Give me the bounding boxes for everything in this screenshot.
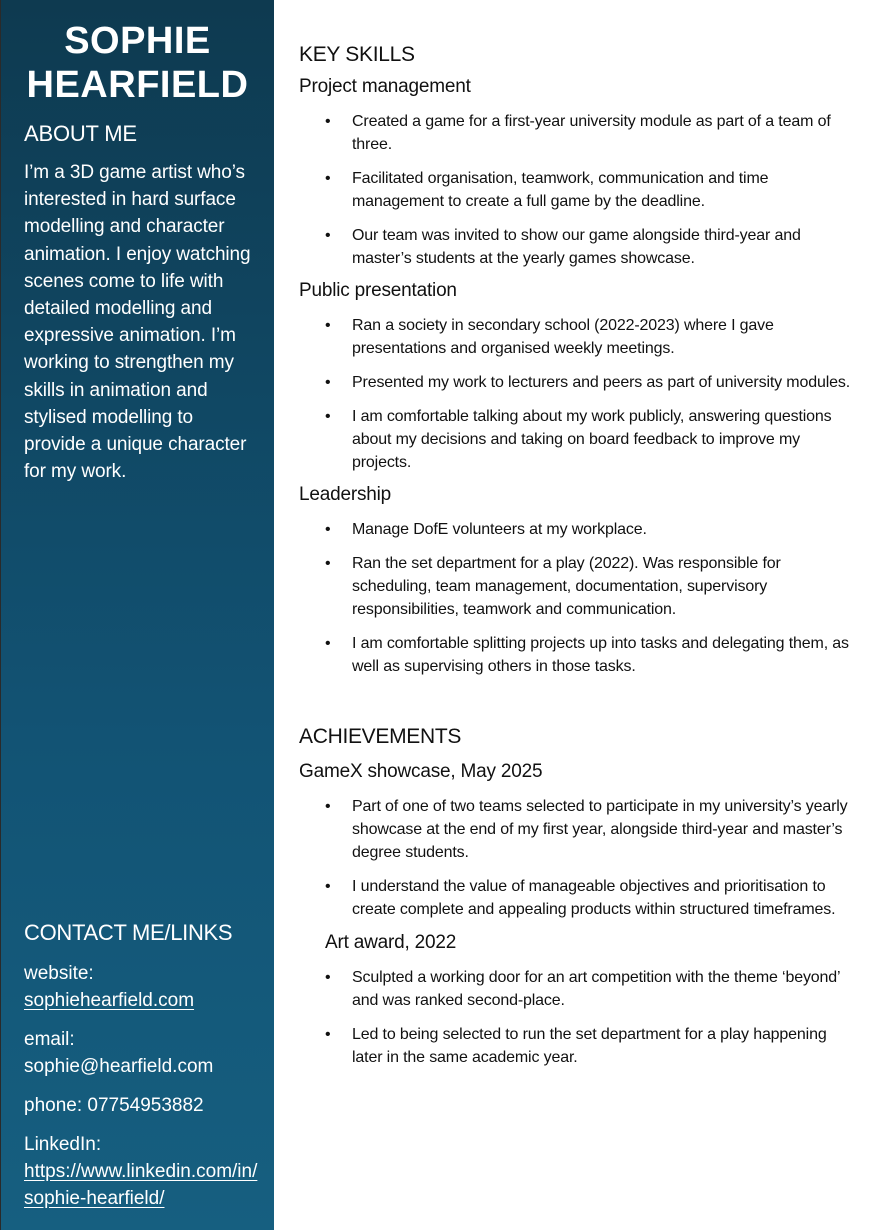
key-skills-heading: KEY SKILLS [299,43,415,66]
skill-group-title: Public presentation [299,280,457,301]
bullet-icon: • [325,317,331,334]
list-item [299,110,852,156]
list-item-text: I am comfortable talking about my work publicly, answering questions about my decisions and taking on board feedback to improve my projects. [352,408,832,471]
list-item-text: Ran the set department for a play (2022). Was responsible for scheduling, team management, documentation, supervisory responsibilities, teamwork and communication. [352,555,781,618]
bullet-icon: • [325,798,331,815]
achievement-group [299,932,852,1069]
phone-text: phone: 07754953882 [24,1095,204,1116]
list-item [299,552,852,621]
list-item-text: Presented my work to lecturers and peers as part of university modules. [352,374,851,391]
list-item [299,314,852,360]
contact-email [24,1026,264,1080]
website-link[interactable]: sophiehearfield.com [24,990,195,1011]
contact-section [24,920,264,1224]
list-item [299,632,852,678]
skill-bullet-list [299,518,852,678]
bullet-icon: • [325,113,331,130]
contact-phone [24,1092,264,1119]
achievement-bullet-list [299,795,852,921]
achievements-heading: ACHIEVEMENTS [299,725,462,748]
list-item-text: Manage DofE volunteers at my workplace. [352,521,647,538]
candidate-name [1,0,274,107]
contact-linkedin [24,1131,264,1212]
bullet-icon: • [325,227,331,244]
email-value: sophie@hearfield.com [24,1056,214,1077]
skill-group-title: Leadership [299,484,392,505]
website-label: website: [24,963,94,984]
contact-website [24,960,264,1014]
bullet-icon: • [325,969,331,986]
linkedin-link[interactable]: https://www.linkedin.com/in/sophie-hearfield/ [24,1161,258,1209]
skill-group [299,280,852,474]
list-item [299,795,852,864]
bullet-icon: • [325,170,331,187]
list-item-text: Led to being selected to run the set department for a play happening later in the same academic year. [352,1026,827,1066]
bullet-icon: • [325,1026,331,1043]
bullet-icon: • [325,878,331,895]
list-item-text: I understand the value of manageable objectives and prioritisation to create complete and appealing products within structured timeframes. [352,878,836,918]
list-item [299,224,852,270]
list-item-text: Sculpted a working door for an art competition with the theme ‘beyond’ and was ranked second-place. [352,969,840,1009]
skills-list [299,76,852,678]
bullet-icon: • [325,555,331,572]
name-last: HEARFIELD [26,64,249,106]
achievement-group-title: Art award, 2022 [325,932,457,953]
sidebar [0,0,274,1230]
achievements-list [299,761,852,1069]
email-label: email: [24,1029,75,1050]
skill-group-title: Project management [299,76,471,97]
contact-heading: CONTACT ME/LINKS [24,920,233,945]
bullet-icon: • [325,635,331,652]
list-item [299,371,852,394]
list-item-text: I am comfortable splitting projects up into tasks and delegating them, as well as supervising others in those tasks. [352,635,849,675]
list-item-text: Part of one of two teams selected to participate in my university’s yearly showcase at the end of my first year, alongside third-year and master’s degree students. [352,798,848,861]
linkedin-label: LinkedIn: [24,1134,102,1155]
list-item-text: Facilitated organisation, teamwork, communication and time management to create a full game by the deadline. [352,170,769,210]
skill-group [299,484,852,678]
about-heading: ABOUT ME [24,121,137,146]
list-item-text: Ran a society in secondary school (2022-2023) where I gave presentations and organised weekly meetings. [352,317,774,357]
list-item [299,966,852,1012]
achievement-group [299,761,852,921]
list-item-text: Our team was invited to show our game alongside third-year and master’s students at the yearly games showcase. [352,227,801,267]
main-content [274,0,872,1230]
list-item [299,518,852,541]
skill-bullet-list [299,110,852,270]
achievement-group-title: GameX showcase, May 2025 [299,761,543,782]
bullet-icon: • [325,521,331,538]
bullet-icon: • [325,408,331,425]
skill-bullet-list [299,314,852,474]
list-item [299,875,852,921]
about-text: I’m a 3D game artist who’s interested in hard surface modelling and character animation. I enjoy watching scenes come to life with detailed modelling and expressive animation. I’m working to strengthen my skills in animation and stylised modelling to provide a unique character for my work. [24,162,251,483]
skill-group [299,76,852,270]
list-item-text: Created a game for a first-year university module as part of a team of three. [352,113,831,153]
achievement-bullet-list [299,966,852,1069]
list-item [299,405,852,474]
list-item [299,167,852,213]
name-first: SOPHIE [64,20,211,62]
list-item [299,1023,852,1069]
bullet-icon: • [325,374,331,391]
